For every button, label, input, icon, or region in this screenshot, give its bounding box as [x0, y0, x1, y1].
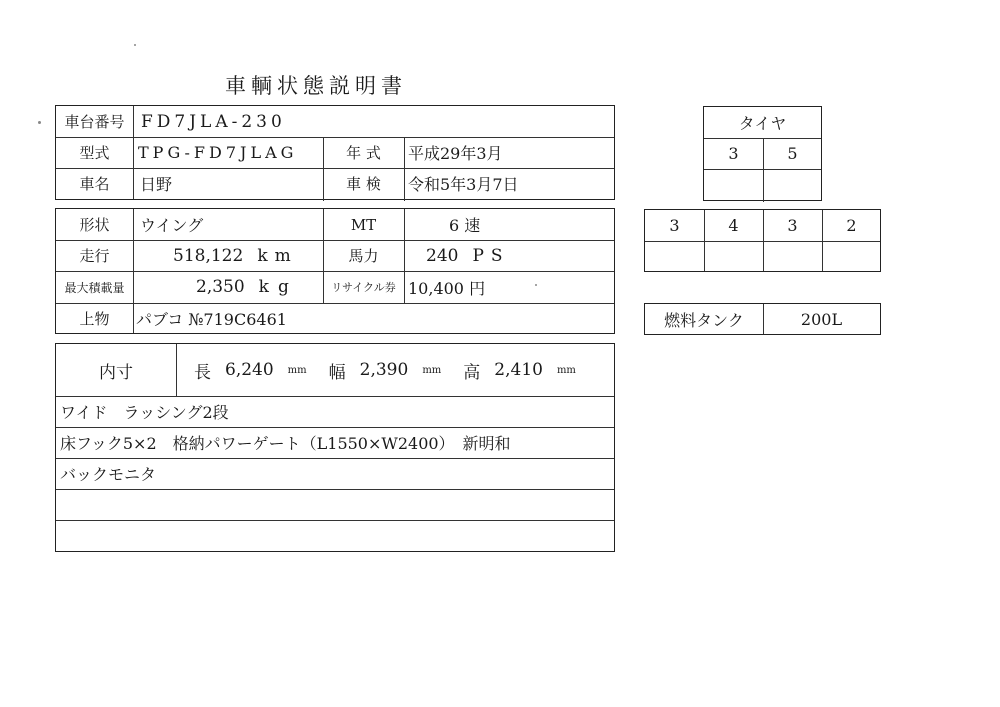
- tire-rear-1: 3: [669, 216, 680, 235]
- year-value: 平成29年3月: [408, 144, 503, 163]
- tire-label: タイヤ: [738, 114, 787, 133]
- payload-unit: kg: [258, 277, 298, 297]
- note-line: ワイド ラッシング2段: [60, 403, 229, 422]
- tire-rear-4: 2: [846, 216, 857, 235]
- length-unit: mm: [287, 364, 307, 376]
- basic-info-table: [55, 105, 615, 200]
- scan-speck: [134, 44, 136, 46]
- specs-table: [55, 208, 615, 334]
- model-value: TPG-FD7JLAG: [138, 143, 298, 162]
- payload-cell: [196, 271, 323, 303]
- power-unit: PS: [472, 245, 510, 266]
- inspection-value: 令和5年3月7日: [408, 175, 519, 194]
- tire-front-right: 5: [787, 144, 798, 163]
- vehicle-name-value: 日野: [140, 175, 173, 194]
- power-cell: [426, 240, 606, 271]
- note-line: [60, 489, 610, 520]
- shape-label: 形状: [79, 216, 110, 234]
- dimensions-label: 内寸: [99, 362, 133, 383]
- width-label: 幅: [328, 362, 346, 383]
- fuel-tank-table: [644, 303, 881, 335]
- inspection-label: 車 検: [346, 175, 381, 193]
- chassis-number-label: 車台番号: [64, 113, 125, 131]
- vehicle-name-label: 車名: [79, 175, 110, 193]
- tire-rear-table: [644, 209, 881, 272]
- fuel-tank-label: 燃料タンク: [664, 310, 744, 330]
- length-value: 6,240: [225, 360, 274, 380]
- chassis-number-value: FD7JLA-230: [141, 111, 286, 132]
- dimensions-values: [194, 344, 614, 396]
- model-label: 型式: [79, 144, 110, 162]
- note-line: 床フック5×2 格納パワーゲート（L1550×W2400） 新明和: [60, 434, 511, 453]
- document-title: 車輌状態説明書: [225, 74, 407, 98]
- payload-value: 2,350: [196, 277, 245, 297]
- shape-value: ウイング: [140, 216, 204, 235]
- scan-speck: [38, 121, 41, 124]
- scan-speck: [535, 284, 537, 286]
- tire-rear-2: 4: [728, 216, 739, 235]
- payload-label: 最大積載量: [64, 280, 125, 295]
- note-line: [60, 520, 610, 551]
- year-label: 年 式: [346, 144, 381, 162]
- length-label: 長: [194, 362, 211, 383]
- power-value: 240: [426, 245, 459, 266]
- tire-front-table: [703, 106, 822, 201]
- tire-rear-3: 3: [787, 216, 798, 235]
- mileage-label: 走行: [79, 247, 110, 265]
- mileage-value: 518,122: [173, 245, 244, 266]
- height-value: 2,410: [494, 360, 543, 380]
- recycle-value: 10,400 円: [408, 278, 486, 298]
- mt-value: 6 速: [449, 216, 481, 235]
- width-value: 2,390: [359, 360, 409, 380]
- tire-front-left: 3: [728, 144, 739, 163]
- recycle-label: リサイクル券: [331, 281, 396, 294]
- mileage-cell: [173, 240, 323, 271]
- power-label: 馬力: [348, 247, 379, 265]
- mt-label: MT: [350, 215, 377, 234]
- body-label: 上物: [79, 310, 110, 328]
- dimensions-table: [55, 343, 615, 552]
- height-label: 高: [463, 362, 481, 383]
- mileage-unit: km: [257, 245, 298, 266]
- width-unit: mm: [422, 364, 442, 376]
- body-value: パブコ №719C6461: [136, 310, 287, 329]
- fuel-tank-value: 200L: [800, 309, 843, 329]
- note-line: バックモニタ: [60, 465, 157, 484]
- height-unit: mm: [556, 364, 576, 376]
